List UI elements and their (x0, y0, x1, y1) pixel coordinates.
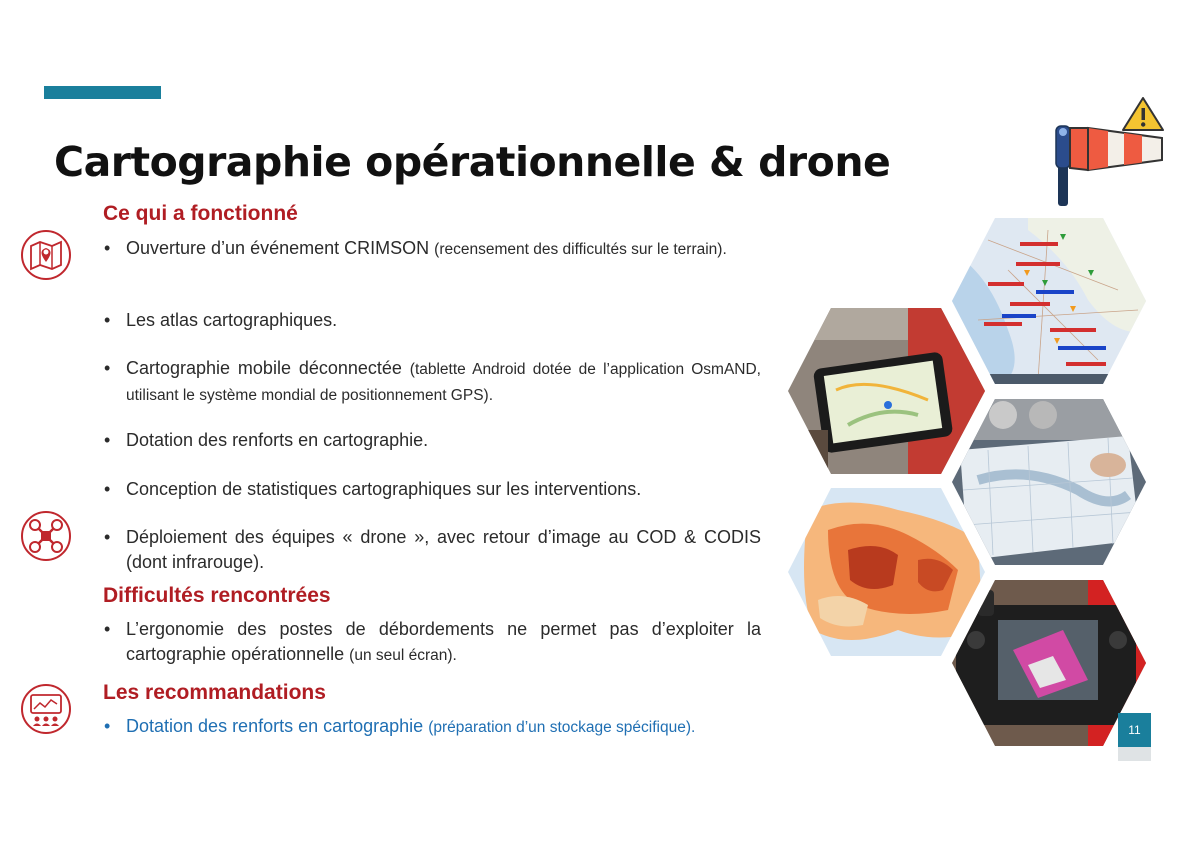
page-number-shadow (1118, 747, 1151, 761)
paper-map-photo (948, 395, 1148, 570)
windsock-warning-icon (1050, 96, 1170, 208)
bullet-dot: • (104, 358, 111, 378)
tablet-gps-photo (788, 300, 988, 480)
list-item (104, 428, 761, 453)
list-item (104, 617, 761, 668)
list-item (104, 525, 761, 575)
bullet-main-text: Conception de statistiques cartographiques sur les interventions. (126, 479, 642, 499)
drone-icon (20, 510, 72, 562)
bullet-main-text: Dotation des renforts en cartographie. (126, 430, 429, 450)
bullet-dot: • (104, 716, 111, 736)
bullet-dot: • (104, 619, 111, 639)
bullet-detail-text: (tablette Android dotée de l’application OsmAND, utilisant le système mondial de positionnement GPS). (126, 361, 761, 404)
bullet-main-text: Dotation des renforts en cartographie (126, 716, 424, 736)
bullet-detail-text: (recensement des difficultés sur le terrain). (434, 241, 727, 258)
list-item (104, 308, 761, 333)
bullet-detail-text: (préparation d’un stockage spécifique). (428, 719, 696, 736)
heat-map-photo (788, 480, 988, 660)
bullet-main-text: Déploiement des équipes « drone », avec retour d’image au COD & CODIS (dont infrarouge). (126, 527, 761, 572)
bullet-main-text: Les atlas cartographiques. (126, 310, 338, 330)
bullet-main-text: L’ergonomie des postes de débordements ne permet pas d’exploiter la cartographie opérationnelle (126, 619, 761, 664)
bullet-detail-text: (un seul écran). (349, 647, 457, 664)
list-item (104, 714, 761, 740)
list-item (104, 236, 761, 262)
section-heading-difficulties: Difficultés rencontrées (103, 584, 331, 607)
list-item (104, 477, 761, 502)
bullet-dot: • (104, 238, 111, 258)
bullet-dot: • (104, 310, 111, 330)
map-pin-icon (20, 229, 72, 281)
bullet-dot: • (104, 430, 111, 450)
bullet-dot: • (104, 527, 111, 547)
screen-users-icon (20, 683, 72, 735)
bullet-main-text: Ouverture d’un événement CRIMSON (126, 238, 430, 258)
photo-collage (788, 210, 1158, 755)
page-number: 11 (1118, 713, 1151, 747)
bullet-main-text: Cartographie mobile déconnectée (126, 358, 402, 378)
accent-bar (44, 86, 161, 99)
section-heading-recommendations: Les recommandations (103, 681, 326, 704)
page-title: Cartographie opérationnelle & drone (54, 138, 891, 186)
section-heading-worked: Ce qui a fonctionné (103, 202, 298, 225)
bullet-dot: • (104, 479, 111, 499)
operations-map-photo (948, 210, 1148, 390)
list-item (104, 356, 761, 408)
